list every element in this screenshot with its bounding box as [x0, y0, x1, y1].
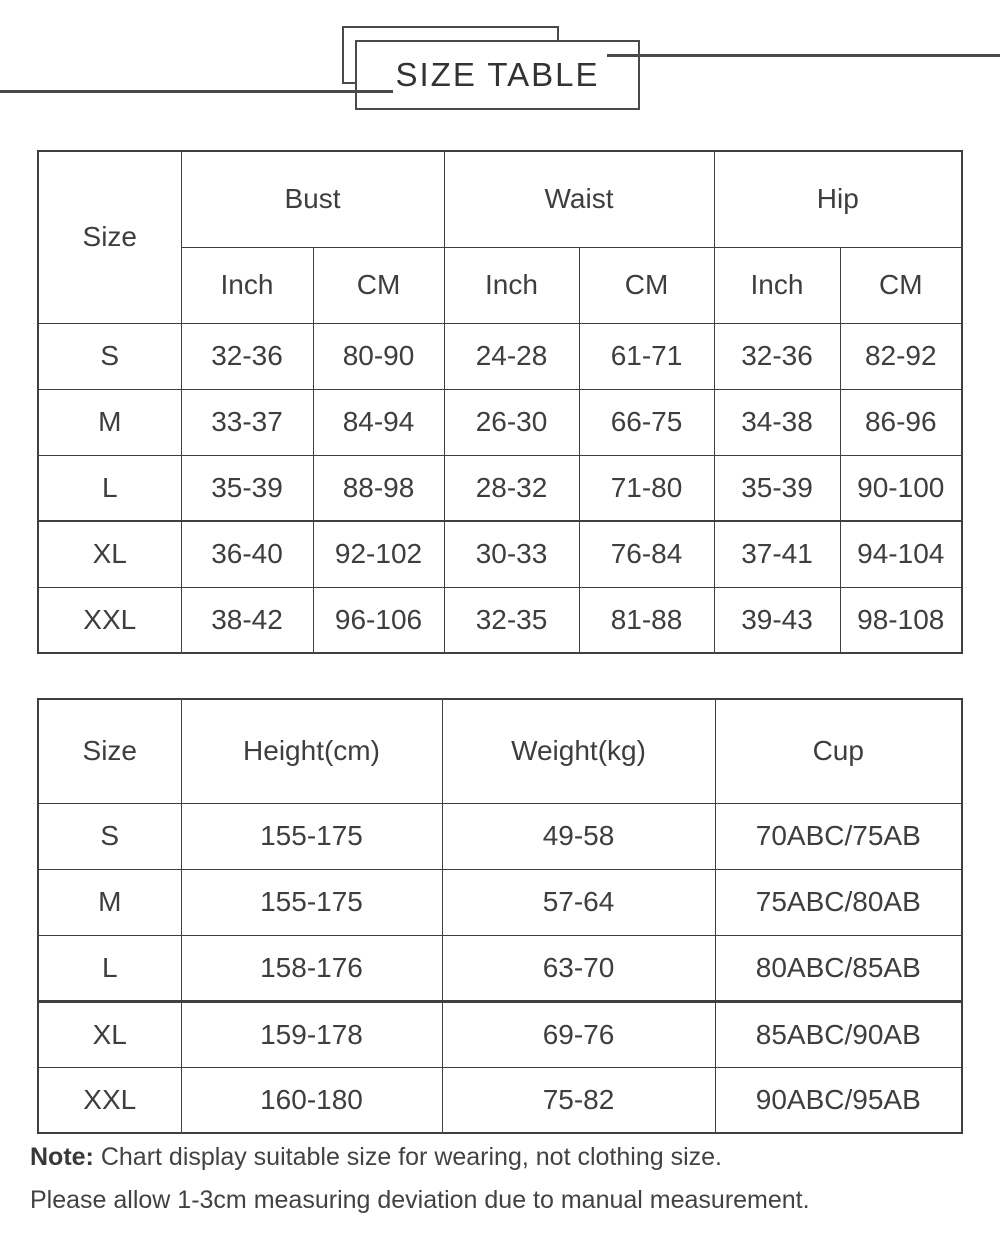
table-cell: 155-175	[181, 803, 442, 869]
page-title: SIZE TABLE	[395, 56, 600, 93]
table-cell: 34-38	[714, 389, 840, 455]
table-cell: 37-41	[714, 521, 840, 587]
table1-waist-cm-header: CM	[579, 247, 714, 323]
table-row	[38, 869, 962, 935]
table2-row-l-size: L	[38, 935, 181, 1001]
table-cell: 61-71	[579, 323, 714, 389]
table-cell: 81-88	[579, 587, 714, 653]
table1-hip-inch-header: Inch	[714, 247, 840, 323]
table-row	[38, 587, 962, 653]
table2-header-row	[38, 699, 962, 803]
table-cell: 94-104	[840, 521, 962, 587]
table-row	[38, 455, 962, 521]
table2-size-header: Size	[38, 699, 181, 803]
table1-bust-cm-header: CM	[313, 247, 444, 323]
table1-group-header-row	[38, 151, 962, 247]
table-cell: 90ABC/95AB	[715, 1067, 962, 1133]
table-cell: 155-175	[181, 869, 442, 935]
table1-row-xxl-size: XXL	[38, 587, 181, 653]
table1-waist-header: Waist	[444, 151, 714, 247]
table-cell: 88-98	[313, 455, 444, 521]
table2-cup-header: Cup	[715, 699, 962, 803]
table2-row-m-size: M	[38, 869, 181, 935]
table1-bust-inch-header: Inch	[181, 247, 313, 323]
table-cell: 90-100	[840, 455, 962, 521]
table-cell: 158-176	[181, 935, 442, 1001]
table-row	[38, 1001, 962, 1067]
table1-row-l-size: L	[38, 455, 181, 521]
table2-weight-header: Weight(kg)	[442, 699, 715, 803]
table-cell: 49-58	[442, 803, 715, 869]
table2-row-s-size: S	[38, 803, 181, 869]
table-cell: 75-82	[442, 1067, 715, 1133]
table-cell: 66-75	[579, 389, 714, 455]
table1-waist-inch-header: Inch	[444, 247, 579, 323]
table2-row-xl-size: XL	[38, 1001, 181, 1067]
table-cell: 82-92	[840, 323, 962, 389]
table-cell: 92-102	[313, 521, 444, 587]
table-row	[38, 1067, 962, 1133]
note-block	[30, 1142, 970, 1228]
table-cell: 75ABC/80AB	[715, 869, 962, 935]
table-cell: 85ABC/90AB	[715, 1001, 962, 1067]
table-cell: 32-36	[714, 323, 840, 389]
table-cell: 80-90	[313, 323, 444, 389]
table-cell: 71-80	[579, 455, 714, 521]
table-cell: 70ABC/75AB	[715, 803, 962, 869]
table-cell: 80ABC/85AB	[715, 935, 962, 1001]
table-cell: 24-28	[444, 323, 579, 389]
table-cell: 35-39	[181, 455, 313, 521]
table-cell: 86-96	[840, 389, 962, 455]
table-row	[38, 521, 962, 587]
table2-row-xxl-size: XXL	[38, 1067, 181, 1133]
title-left-line-decoration	[0, 90, 393, 93]
table-row	[38, 389, 962, 455]
table-cell: 160-180	[181, 1067, 442, 1133]
table-cell: 32-35	[444, 587, 579, 653]
table-cell: 26-30	[444, 389, 579, 455]
table-cell: 28-32	[444, 455, 579, 521]
table-cell: 76-84	[579, 521, 714, 587]
title-box	[355, 40, 640, 110]
table-cell: 57-64	[442, 869, 715, 935]
table-cell: 39-43	[714, 587, 840, 653]
note-label: Note:	[30, 1143, 94, 1171]
note-line2-text: Please allow 1-3cm measuring deviation due to manual measurement.	[30, 1186, 810, 1214]
table-cell: 84-94	[313, 389, 444, 455]
fit-table	[37, 698, 963, 1134]
table1-row-m-size: M	[38, 389, 181, 455]
table-cell: 98-108	[840, 587, 962, 653]
table-cell: 36-40	[181, 521, 313, 587]
table-cell: 38-42	[181, 587, 313, 653]
table-row	[38, 323, 962, 389]
table2-height-header: Height(cm)	[181, 699, 442, 803]
title-right-line-decoration	[607, 54, 1000, 57]
note-line-1	[30, 1142, 970, 1172]
table-cell: 69-76	[442, 1001, 715, 1067]
table1-row-xl-size: XL	[38, 521, 181, 587]
table-cell: 30-33	[444, 521, 579, 587]
note-line1-text: Chart display suitable size for wearing, not clothing size.	[93, 1143, 722, 1171]
measurement-table	[37, 150, 963, 654]
table-cell: 96-106	[313, 587, 444, 653]
table1-bust-header: Bust	[181, 151, 444, 247]
table-cell: 32-36	[181, 323, 313, 389]
note-line-2	[30, 1185, 970, 1215]
table-row	[38, 803, 962, 869]
table-cell: 33-37	[181, 389, 313, 455]
table-cell: 159-178	[181, 1001, 442, 1067]
table1-row-s-size: S	[38, 323, 181, 389]
table-cell: 63-70	[442, 935, 715, 1001]
table-row	[38, 935, 962, 1001]
table1-size-header: Size	[38, 151, 181, 323]
table1-hip-cm-header: CM	[840, 247, 962, 323]
table-cell: 35-39	[714, 455, 840, 521]
table1-hip-header: Hip	[714, 151, 962, 247]
